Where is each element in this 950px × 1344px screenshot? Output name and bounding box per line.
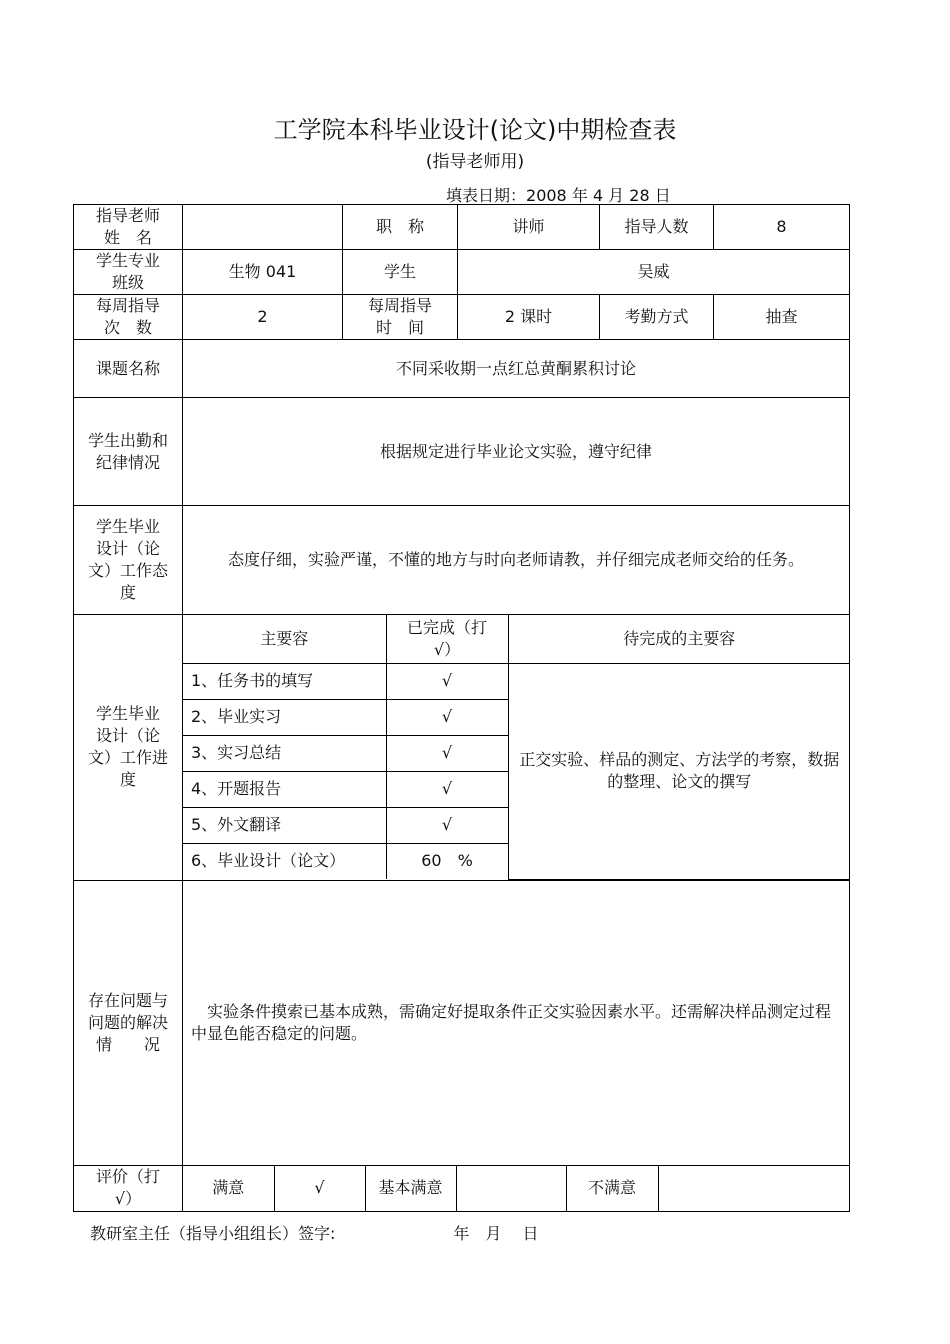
progress-item-name: 6、毕业设计（论文） — [183, 843, 386, 879]
problems-label: 存在问题与 问题的解决 情 况 — [74, 880, 183, 1165]
unsatisfied-mark — [658, 1166, 850, 1211]
discipline-row — [74, 398, 850, 506]
topic-value: 不同采收期一点红总黄酮累积讨论 — [183, 340, 850, 398]
progress-item-name: 4、开题报告 — [183, 771, 386, 807]
topic-row — [74, 340, 850, 398]
problems-row — [74, 880, 850, 1165]
progress-label: 学生毕业 设计（论 文）工作进 度 — [74, 615, 183, 881]
signature-date: 年 月 日 — [453, 1224, 539, 1243]
evaluation-table — [183, 1166, 850, 1211]
weekly-hours-value: 2 课时 — [458, 295, 600, 340]
fill-date-value: 2008 年 4 月 28 日 — [526, 186, 671, 205]
inspection-table — [73, 204, 850, 1212]
advisor-title-value: 讲师 — [458, 205, 600, 250]
signature-line — [90, 1221, 539, 1244]
student-label: 学生 — [343, 250, 458, 295]
col-main-header: 主要容 — [183, 615, 386, 663]
major-class-label: 学生专业 班级 — [74, 250, 183, 295]
progress-item-done: √ — [386, 663, 508, 699]
form-title: 工学院本科毕业设计(论文)中期检查表 — [273, 116, 677, 144]
col-done-header: 已完成（打 √） — [386, 615, 508, 663]
evaluation-cell — [183, 1165, 850, 1211]
discipline-label: 学生出勤和 纪律情况 — [74, 398, 183, 506]
weekly-times-value: 2 — [183, 295, 343, 340]
progress-item-done: √ — [386, 807, 508, 843]
unsatisfied-label: 不满意 — [566, 1166, 658, 1211]
signature-label: 教研室主任（指导小组组长）签字: — [90, 1224, 336, 1243]
fill-date — [446, 183, 671, 206]
weekly-row — [74, 295, 850, 340]
basic-satisfied-mark — [456, 1166, 566, 1211]
advisor-title-label: 职 称 — [343, 205, 458, 250]
progress-item-name: 2、毕业实习 — [183, 699, 386, 735]
progress-item-done: √ — [386, 735, 508, 771]
progress-item-row — [183, 663, 850, 699]
major-class-value: 生物 041 — [183, 250, 343, 295]
problems-text: 实验条件摸索已基本成熟，需确定好提取条件正交实验因素水平。还需解决样品测定过程中显色能否稳定的问题。 — [183, 880, 850, 1165]
pending-text: 正交实验、样品的测定、方法学的考察，数据的整理、论文的撰写 — [508, 663, 850, 879]
basic-satisfied-label: 基本满意 — [365, 1166, 456, 1211]
col-pending-header: 待完成的主要容 — [508, 615, 850, 663]
progress-item-name: 3、实习总结 — [183, 735, 386, 771]
attitude-value: 态度仔细，实验严谨，不懂的地方与时向老师请教，并仔细完成老师交给的任务。 — [183, 506, 850, 615]
attitude-label: 学生毕业 设计（论 文）工作态 度 — [74, 506, 183, 615]
progress-row — [74, 615, 850, 881]
progress-header-row — [183, 615, 850, 663]
progress-cell — [183, 615, 850, 881]
num-students-label: 指导人数 — [600, 205, 714, 250]
fill-date-label: 填表日期： — [446, 186, 527, 205]
evaluation-label: 评价（打 √） — [74, 1165, 183, 1211]
topic-label: 课题名称 — [74, 340, 183, 398]
evaluation-row — [74, 1165, 850, 1211]
progress-item-name: 1、任务书的填写 — [183, 663, 386, 699]
progress-table — [183, 615, 850, 880]
evaluation-options-row — [183, 1166, 850, 1211]
num-students-value: 8 — [714, 205, 850, 250]
form-subtitle: (指导老师用) — [425, 152, 525, 172]
satisfied-mark: √ — [274, 1166, 365, 1211]
progress-item-done: 60 % — [386, 843, 508, 879]
weekly-times-label: 每周指导 次 数 — [74, 295, 183, 340]
attendance-method-label: 考勤方式 — [600, 295, 714, 340]
progress-item-name: 5、外文翻译 — [183, 807, 386, 843]
progress-item-done: √ — [386, 771, 508, 807]
satisfied-label: 满意 — [183, 1166, 274, 1211]
advisor-row — [74, 205, 850, 250]
advisor-name-value — [183, 205, 343, 250]
student-value: 吴威 — [458, 250, 850, 295]
attendance-method-value: 抽查 — [714, 295, 850, 340]
weekly-hours-label: 每周指导 时 间 — [343, 295, 458, 340]
progress-item-done: √ — [386, 699, 508, 735]
discipline-value: 根据规定进行毕业论文实验，遵守纪律 — [183, 398, 850, 506]
attitude-row — [74, 506, 850, 615]
advisor-name-label: 指导老师 姓 名 — [74, 205, 183, 250]
student-row — [74, 250, 850, 295]
